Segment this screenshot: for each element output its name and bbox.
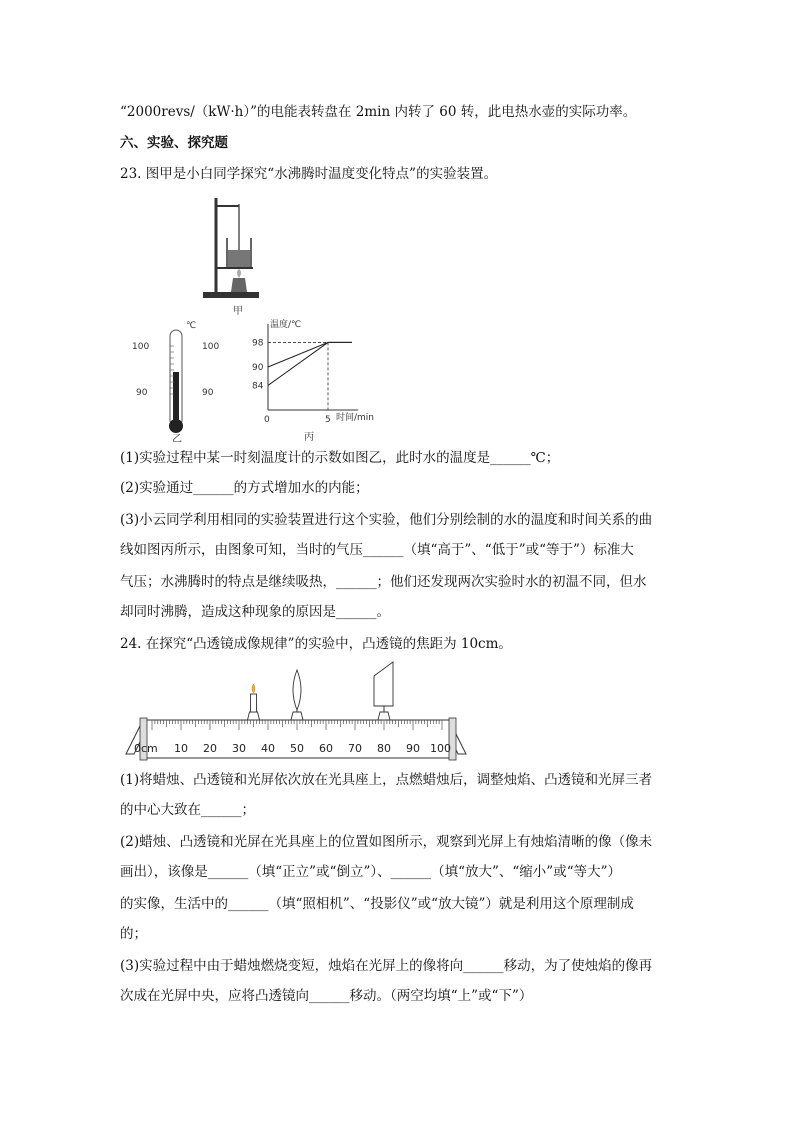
graph-y-axis-label: 温度/℃ [270, 320, 302, 330]
screen-holder [378, 712, 390, 720]
text-line-meter: “2000revs/（kW·h）”的电能表转盘在 2min 内转了 60 转，此电热水壶的实际功率。 [120, 104, 637, 120]
question-24-part-2-line-1: (2)蜡烛、凸透镜和光屏在光具座上的位置如图所示，观察到光屏上有烛焰清晰的像（像未 [120, 834, 653, 850]
label-jia: 甲 [233, 306, 243, 317]
bench-scale-label-80: 80 [377, 742, 391, 755]
bench-scale-label-100: 100 [430, 742, 451, 755]
section-heading: 六、实验、探究题 [120, 135, 228, 151]
label-bing: 丙 [304, 432, 314, 443]
water [228, 250, 250, 267]
graph-y-tick-84: 84 [252, 381, 264, 392]
stand-base [203, 292, 259, 298]
question-24-part-1-line-2: 的中心大致在______； [120, 802, 255, 818]
question-23-part-3-line-1: (3)小云同学利用相同的实验装置进行这个实验，他们分别绘制的水的温度和时间关系的曲 [120, 512, 653, 528]
question-23-part-3-line-2: 线如图丙所示，由图象可知，当时的气压______（填“高于”、“低于”或“等于”）标准大 [120, 542, 634, 558]
graph-origin-label: 0 [264, 415, 270, 425]
question-23-part-2: (2)实验通过______的方式增加水的内能； [120, 480, 369, 496]
thermo-tick-100-right: 100 [202, 342, 220, 352]
question-24-stem: 24. 在探究“凸透镜成像规律”的实验中，凸透镜的焦距为 10cm。 [120, 636, 512, 652]
thermo-tick-90-left: 90 [136, 388, 148, 398]
bench-scale-label-40: 40 [261, 742, 275, 755]
bench-scale-label-20: 20 [203, 742, 217, 755]
thermo-bulb [169, 419, 183, 433]
thermo-tick-100-left: 100 [132, 342, 150, 352]
bench-scale-label-70: 70 [348, 742, 362, 755]
bench-scale-label-30: 30 [232, 742, 246, 755]
lens-holder [291, 712, 303, 720]
question-23-part-1: (1)实验过程中某一时刻温度计的示数如图乙，此时水的温度是______℃； [120, 450, 560, 466]
candle-flame [252, 684, 255, 693]
light-screen [374, 662, 393, 706]
question-24-part-3-line-1: (3)实验过程中由于蜡烛燃烧变短，烛焰在光屏上的像将向______移动，为了使烛焰的像再 [120, 958, 653, 974]
graph-x-tick-5: 5 [325, 415, 331, 425]
question-24-part-2-line-4: 的； [120, 926, 147, 942]
question-23-part-3-line-4: 却同时沸腾，造成这种现象的原因是______。 [120, 604, 390, 620]
bench-scale-label-50: 50 [290, 742, 304, 755]
candle [251, 694, 257, 712]
thermo-unit-label: ℃ [186, 321, 197, 331]
question-24-part-2-line-2: 画出），该像是______（填“正立”或“倒立”）、______（填“放大”、“缩小”或“等大”） [120, 864, 622, 880]
graph-y-tick-90: 90 [252, 363, 264, 373]
candle-holder [248, 712, 260, 720]
question-23-stem: 23. 图甲是小白同学探究“水沸腾时温度变化特点”的实验装置。 [120, 166, 498, 182]
bench-scale-label-60: 60 [319, 742, 333, 755]
figure-optical-bench [120, 660, 476, 764]
figure-yi-thermometer [128, 318, 238, 442]
label-yi: 乙 [172, 434, 182, 442]
figure-bing-graph [248, 316, 418, 444]
question-23-part-3-line-3: 气压；水沸腾时的特点是继续吸热，______；他们还发现两次实验时水的初温不同，但水 [120, 574, 647, 590]
question-24-part-2-line-3: 的实像，生活中的______（填“照相机”、“投影仪”或“放大镜”）就是利用这个原理制成 [120, 896, 634, 912]
convex-lens [293, 670, 301, 710]
figure-jia-apparatus [195, 192, 275, 320]
graph-series-line-2 [268, 342, 352, 385]
question-24-part-3-line-2: 次成在光屏中央，应将凸透镜向______移动。（两空均填“上”或“下”） [120, 988, 533, 1004]
bench-scale-label-0: 0cm [134, 742, 158, 755]
burner [231, 278, 247, 292]
bench-scale-label-10: 10 [174, 742, 188, 755]
graph-y-tick-98: 98 [252, 338, 264, 349]
graph-x-axis-label: 时间/min [336, 413, 375, 423]
thermo-tick-90-right: 90 [202, 388, 214, 398]
question-24-part-1-line-1: (1)将蜡烛、凸透镜和光屏依次放在光具座上，点燃蜡烛后，调整烛焰、凸透镜和光屏三者 [120, 772, 653, 788]
flame [237, 269, 241, 278]
bench-scale-label-90: 90 [406, 742, 420, 755]
